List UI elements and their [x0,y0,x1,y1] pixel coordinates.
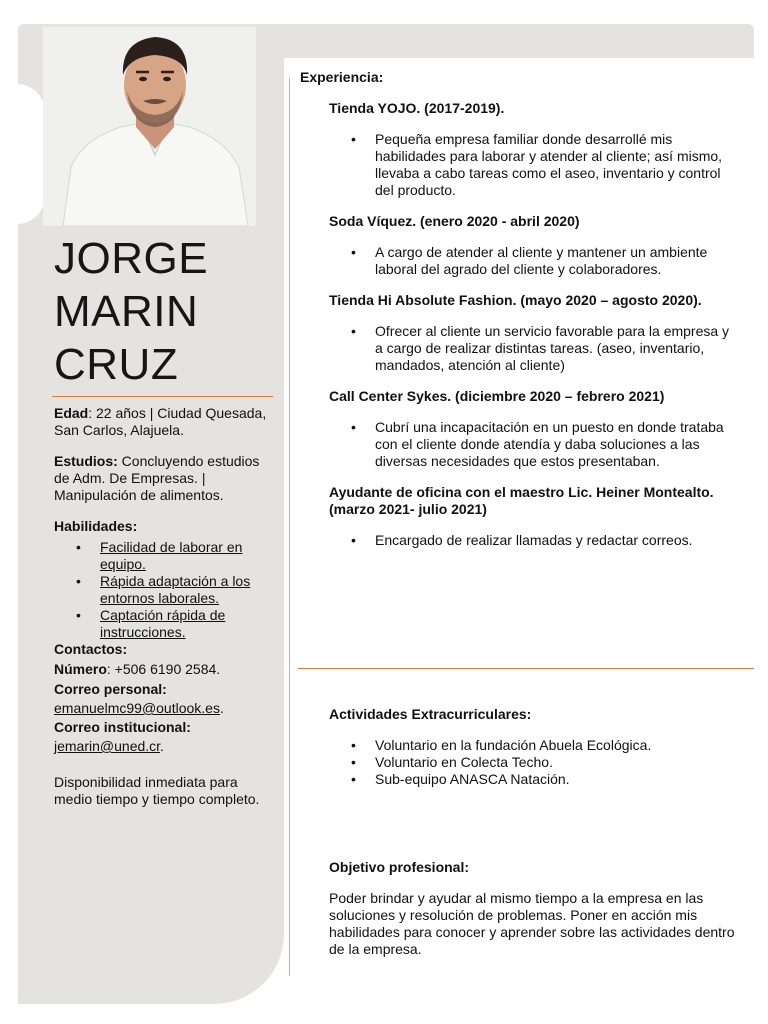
job-title: Call Center Sykes. (diciembre 2020 – febrero 2021) [329,388,665,404]
institutional-email-label: Correo institucional: [54,719,191,735]
job-description: Pequeña empresa familiar donde desarrollé mis habilidades para laborar y atender al cliente; así mismo, llevaba a cabo tareas como el aseo, inventario y control del producto. [375,131,723,198]
personal-email [54,700,276,717]
job-bullets [300,532,740,549]
skills-heading: Habilidades: [54,518,138,534]
availability: Disponibilidad inmediata para medio tiempo y tiempo completo. [54,774,260,807]
job-bullets [300,244,740,278]
list-item [300,532,740,549]
job-description: Ofrecer al cliente un servicio favorable para la empresa y a cargo de realizar distintas tareas. (aseo, inventario, mandados, atención al cliente) [375,323,730,373]
skills-list [54,539,276,641]
institutional-email [54,738,276,755]
skill-text: Captación rápida de instrucciones. [100,607,226,640]
studies-label: Estudios: [54,453,118,469]
bullet-icon: • [351,771,356,787]
list-item [300,737,740,754]
bullet-icon: • [351,737,356,753]
name-line: JORGE [54,234,209,283]
list-item [54,573,276,607]
personal-email-link[interactable]: emanuelmc99@outlook.es [54,700,220,716]
list-item [300,244,740,278]
job-bullets [300,131,740,199]
skill-text: Rápida adaptación a los entornos laborales. [100,573,251,606]
bullet-icon: • [351,754,356,770]
age-location [54,405,276,439]
objective-heading: Objetivo profesional: [329,859,470,875]
phone-value: : +506 6190 2584. [106,661,221,677]
profile-photo [43,27,256,226]
list-item [300,419,740,470]
main-content [300,69,740,549]
job-description: A cargo de atender al cliente y mantener un ambiente laboral del agrado del cliente y colaboradores. [375,244,708,277]
name-divider [52,396,273,397]
bullet-icon: • [76,573,81,589]
activity-text: Voluntario en Colecta Techo. [375,754,553,770]
name-line: CRUZ [54,340,179,389]
list-item [54,539,276,573]
phone [54,661,276,678]
personal-email-label: Correo personal: [54,681,167,697]
header-band [255,24,754,58]
vertical-divider [289,78,290,976]
bullet-icon: • [351,244,356,260]
list-item [54,607,276,641]
activity-text: Sub-equipo ANASCA Natación. [375,771,570,787]
bullet-icon: • [351,532,356,548]
bullet-icon: • [76,539,81,555]
job-description: Cubrí una incapacitación en un puesto en donde trataba con el cliente donde atendía y daba soluciones a las diversas necesidades que estos presentaban. [375,419,724,469]
list-item [300,771,740,788]
objective-section [300,859,740,958]
list-item [300,323,740,374]
extracurricular-heading: Actividades Extracurriculares: [329,706,532,722]
phone-label: Número [54,661,107,677]
job-bullets [300,323,740,374]
experience-heading: Experiencia: [300,69,384,85]
profile-photo-illustration [43,27,256,226]
job-description: Encargado de realizar llamadas y redactar correos. [375,532,693,548]
job-title: Tienda YOJO. (2017-2019). [329,100,505,116]
list-item [300,131,740,199]
bullet-icon: • [351,419,356,435]
name-line: MARIN [54,287,199,336]
bullet-icon: • [76,607,81,623]
extracurricular-section [300,706,740,788]
activity-text: Voluntario en la fundación Abuela Ecológica. [375,737,652,753]
age-label: Edad [54,405,89,421]
punctuation: . [160,738,164,754]
list-item [300,754,740,771]
studies [54,453,276,504]
extracurricular-list [300,737,740,788]
bullet-icon: • [351,131,356,147]
age-text: : 22 años | Ciudad Quesada, San Carlos, Alajuela. [54,405,267,438]
punctuation: . [219,700,224,716]
skill-text: Facilidad de laborar en equipo. [100,539,243,572]
personal-info [54,405,276,808]
candidate-name [54,232,274,391]
job-title: Tienda Hi Absolute Fashion. (mayo 2020 – agosto 2020). [329,292,702,308]
objective-text: Poder brindar y ayudar al mismo tiempo a la empresa en las soluciones y resolución de problemas. Poner en acción mis habilidades para conocer y aprender sobre las actividades dentro de la empresa. [329,890,735,957]
section-divider [298,668,754,669]
contacts-heading: Contactos: [54,641,128,657]
studies-text: Concluyendo estudios de Adm. De Empresas. | Manipulación de alimentos. [54,453,260,503]
job-title: Ayudante de oficina con el maestro Lic. Heiner Montealto. (marzo 2021- julio 2021) [329,484,714,517]
job-bullets [300,419,740,470]
institutional-email-link[interactable]: jemarin@uned.cr [54,738,161,754]
bullet-icon: • [351,323,356,339]
job-title: Soda Víquez. (enero 2020 - abril 2020) [329,213,580,229]
